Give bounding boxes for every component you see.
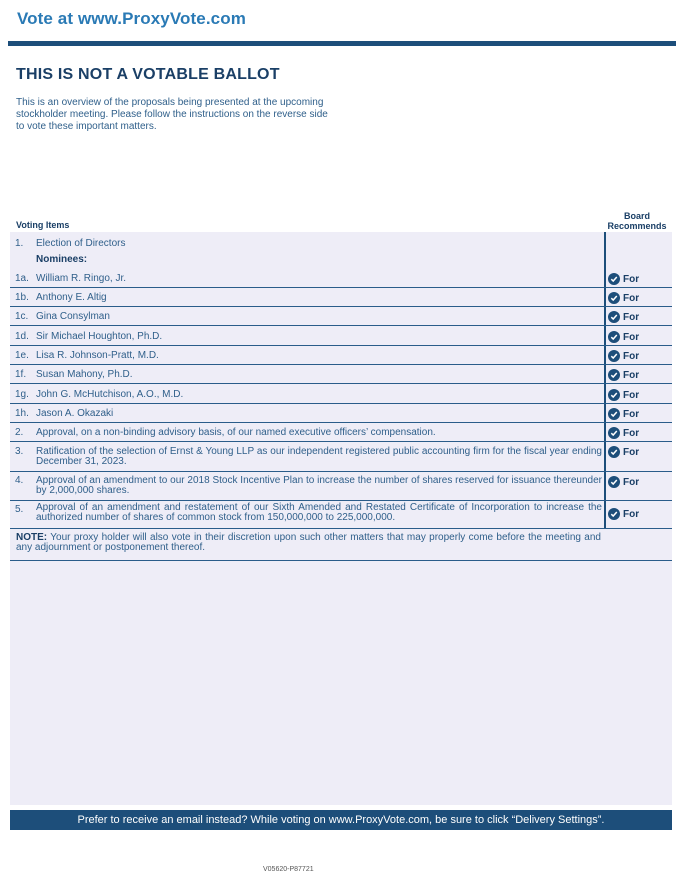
board-recommendation: [608, 292, 639, 304]
item-number: 1c.: [15, 311, 29, 322]
recommendation-label: For: [623, 408, 640, 420]
check-circle-icon: [608, 476, 620, 488]
board-header-line1: Board: [623, 211, 650, 221]
item-text: William R. Ringo, Jr.: [36, 273, 127, 284]
delivery-settings-banner: Prefer to receive an email instead? While voting on www.ProxyVote.com, be sure to click “Delivery Settings”.: [10, 810, 672, 830]
recommendation-label: For: [623, 350, 640, 362]
note-text: Your proxy holder will also vote in their discretion upon such other matters that may properly come before the meeting and any adjournment or postponement thereof.: [16, 532, 601, 553]
item-number: 1g.: [15, 389, 29, 400]
check-circle-icon: [608, 427, 620, 439]
proposal-row-1: [10, 236, 672, 252]
board-recommendation: [608, 350, 639, 362]
ballot-intro: This is an overview of the proposals being presented at the upcoming stockholder meeting. Please follow the instructions on the reverse side to vote these important matters.: [16, 97, 328, 132]
board-recommendation: [608, 508, 639, 520]
item-number: 5.: [15, 504, 24, 515]
nominee-row-1b: [10, 288, 672, 307]
check-circle-icon: [608, 350, 620, 362]
proposal-row-5: [10, 501, 672, 529]
recommendation-label: For: [623, 389, 640, 401]
item-text: Lisa R. Johnson-Pratt, M.D.: [36, 350, 159, 361]
proposal-row-2: [10, 423, 672, 442]
recommendation-label: For: [623, 273, 640, 285]
item-text: Sir Michael Houghton, Ph.D.: [36, 331, 163, 342]
recommendation-label: For: [623, 311, 640, 323]
board-header-line2: Recommends: [607, 221, 667, 231]
board-recommendation: [608, 389, 639, 401]
check-circle-icon: [608, 389, 620, 401]
proxyvote-title: Vote at www.ProxyVote.com: [17, 9, 246, 28]
item-text: Jason A. Okazaki: [36, 408, 114, 419]
item-number: 1a.: [15, 273, 29, 284]
board-recommendation: [608, 446, 639, 458]
nominee-row-1e: [10, 346, 672, 365]
note-divider: [10, 560, 672, 561]
board-recommends-header: [604, 211, 670, 231]
item-number: 1d.: [15, 331, 29, 342]
board-recommendation: [608, 427, 639, 439]
nominee-row-1f: [10, 365, 672, 384]
check-circle-icon: [608, 446, 620, 458]
nominee-row-1g: [10, 384, 672, 404]
item-number: 4.: [15, 475, 24, 486]
item-text: John G. McHutchison, A.O., M.D.: [36, 389, 184, 400]
board-recommendation: [608, 273, 639, 285]
nominees-label-row: [10, 252, 672, 268]
recommendation-label: For: [623, 508, 640, 520]
item-number: 3.: [15, 446, 24, 457]
item-text: Approval of an amendment to our 2018 Stock Incentive Plan to increase the number of shares reserved for issuance thereunder by 2,000,000 shares.: [36, 475, 602, 496]
board-recommendation: [608, 331, 639, 343]
board-recommendation: [608, 311, 639, 323]
item-text: Approval of an amendment and restatement of our Sixth Amended and Restated Certificate of Incorporation to increase the authorized number of shares of common stock from 150,000,000 to 225,000,000.: [36, 502, 602, 523]
nominee-row-1a: [10, 268, 672, 288]
recommendation-label: For: [623, 446, 640, 458]
item-text: Susan Mahony, Ph.D.: [36, 369, 133, 380]
check-circle-icon: [608, 292, 620, 304]
recommendation-label: For: [623, 476, 640, 488]
item-number: 2.: [15, 427, 24, 438]
item-text: Anthony E. Altig: [36, 292, 107, 303]
board-recommendation: [608, 476, 639, 488]
board-recommendation: [608, 369, 639, 381]
check-circle-icon: [608, 273, 620, 285]
item-number: 1.: [15, 238, 24, 249]
ballot-note: [16, 533, 601, 553]
check-circle-icon: [608, 408, 620, 420]
item-text: Gina Consylman: [36, 311, 110, 322]
item-text: Election of Directors: [36, 238, 126, 249]
check-circle-icon: [608, 311, 620, 323]
recommendation-label: For: [623, 369, 640, 381]
top-divider: [8, 41, 676, 46]
board-recommendation: [608, 408, 639, 420]
check-circle-icon: [608, 508, 620, 520]
document-code: V05620-P87721: [263, 866, 314, 873]
voting-items-header: Voting Items: [16, 220, 70, 230]
item-number: 1h.: [15, 408, 29, 419]
item-number: 1e.: [15, 350, 29, 361]
proposal-row-3: [10, 442, 672, 472]
proposal-row-4: [10, 472, 672, 501]
check-circle-icon: [608, 369, 620, 381]
nominee-row-1c: [10, 307, 672, 326]
item-text: Ratification of the selection of Ernst & Young LLP as our independent registered public accounting firm for the fiscal year ending December 31, 2023.: [36, 446, 602, 467]
item-number: 1b.: [15, 292, 29, 303]
check-circle-icon: [608, 331, 620, 343]
item-text: Approval, on a non-binding advisory basis, of our named executive officers’ compensation.: [36, 427, 436, 438]
nominee-row-1h: [10, 404, 672, 423]
note-label: NOTE:: [16, 532, 48, 543]
recommendation-label: For: [623, 427, 640, 439]
recommendation-label: For: [623, 292, 640, 304]
nominee-row-1d: [10, 326, 672, 346]
ballot-heading: THIS IS NOT A VOTABLE BALLOT: [16, 66, 280, 83]
recommendation-label: For: [623, 331, 640, 343]
nominees-label: Nominees:: [36, 254, 88, 265]
item-number: 1f.: [15, 369, 27, 380]
